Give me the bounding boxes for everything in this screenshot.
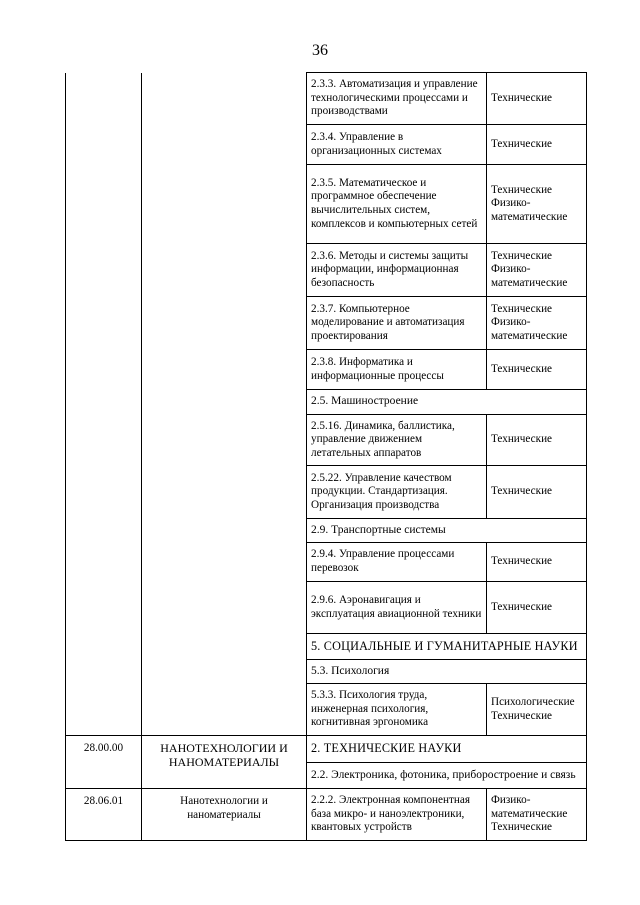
- science-branch-cell: Технические: [487, 125, 587, 165]
- specialty-cell: 2.3.6. Методы и системы защиты информации, информационная безопасность: [307, 244, 487, 297]
- specialty-cell: 2.9.4. Управление процессами перевозок: [307, 543, 487, 582]
- specialty-cell: 2.3.8. Информатика и информационные процессы: [307, 350, 487, 390]
- science-branch-cell: Технические Физико-математические: [487, 297, 587, 350]
- science-branch-cell: Технические: [487, 543, 587, 582]
- specialty-cell: 2.5.22. Управление качеством продукции. Стандартизация. Организация производства: [307, 466, 487, 519]
- code-cell: 28.06.01: [66, 789, 142, 841]
- subject-group-cell: 2.2. Электроника, фотоника, приборостроение и связь: [307, 763, 587, 789]
- subject-group-cell: 2.9. Транспортные системы: [307, 519, 587, 543]
- science-branch-cell: Технические: [487, 466, 587, 519]
- code-cell: [66, 73, 142, 736]
- science-area-cell: 5. СОЦИАЛЬНЫЕ И ГУМАНИТАРНЫЕ НАУКИ: [307, 634, 587, 660]
- science-branch-cell: Технические: [487, 73, 587, 125]
- table-row: [66, 789, 587, 841]
- science-branch-cell: Технические Физико-математические: [487, 165, 587, 244]
- subject-group-cell: 2.5. Машиностроение: [307, 390, 587, 415]
- program-name-cell: [142, 73, 307, 736]
- science-branch-cell: Психологические Технические: [487, 684, 587, 736]
- specialty-cell: 2.3.3. Автоматизация и управление технологическими процессами и производствами: [307, 73, 487, 125]
- science-area-cell: 2. ТЕХНИЧЕСКИЕ НАУКИ: [307, 736, 587, 763]
- specialty-cell: 2.9.6. Аэронавигация и эксплуатация авиационной техники: [307, 582, 487, 634]
- program-name-cell: НАНОТЕХНОЛОГИИ И НАНОМАТЕРИАЛЫ: [142, 736, 307, 789]
- science-branch-cell: Технические: [487, 415, 587, 466]
- program-name-cell: Нанотехнологии и наноматериалы: [142, 789, 307, 841]
- science-branch-cell: Технические: [487, 582, 587, 634]
- specialty-cell: 5.3.3. Психология труда, инженерная психология, когнитивная эргономика: [307, 684, 487, 736]
- specialty-cell: 2.2.2. Электронная компонентная база микро- и наноэлектроники, квантовых устройств: [307, 789, 487, 841]
- specialty-cell: 2.3.7. Компьютерное моделирование и автоматизация проектирования: [307, 297, 487, 350]
- subject-group-cell: 5.3. Психология: [307, 660, 587, 684]
- specialties-table: [65, 72, 587, 841]
- science-branch-cell: Технические Физико-математические: [487, 244, 587, 297]
- science-branch-cell: Технические: [487, 350, 587, 390]
- specialty-cell: 2.3.5. Математическое и программное обеспечение вычислительных систем, комплексов и компьютерных сетей: [307, 165, 487, 244]
- table-row: [66, 736, 587, 763]
- code-cell: 28.00.00: [66, 736, 142, 789]
- specialty-cell: 2.3.4. Управление в организационных системах: [307, 125, 487, 165]
- table-row: [66, 73, 587, 125]
- page-number: 36: [312, 42, 328, 59]
- specialty-cell: 2.5.16. Динамика, баллистика, управление движением летательных аппаратов: [307, 415, 487, 466]
- science-branch-cell: Физико-математические Технические: [487, 789, 587, 841]
